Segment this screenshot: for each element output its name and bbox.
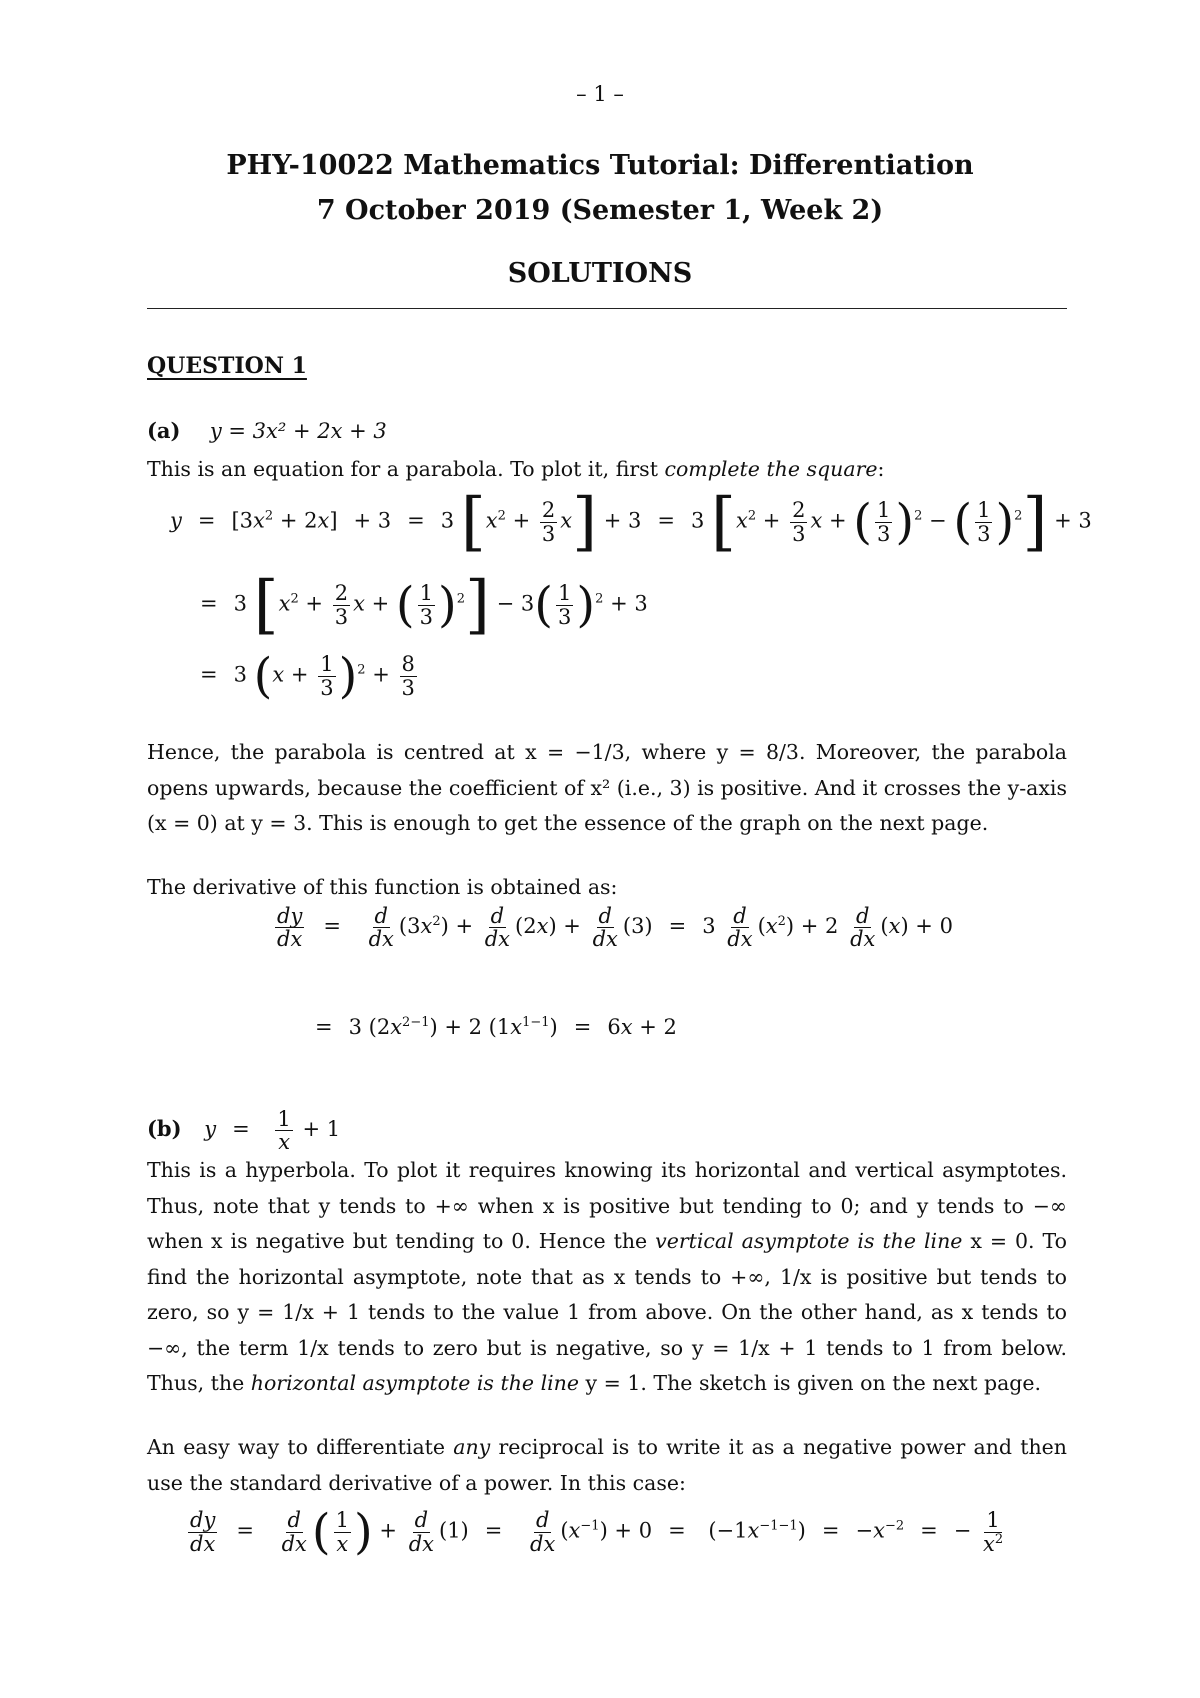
part-a-intro-emph: complete the square [664, 457, 878, 481]
part-b-text-2: x = 0. To find the horizontal asymptote, note that as x tends to +∞, 1/x is positive but tends to zero, so y = 1/x + 1 tends to the value 1 from above. On the other hand, as x tends to −∞, the term 1/x tends to zero but is negative, so y = 1/x + 1 tends to 1 from below. Thus, the [147, 1229, 1067, 1395]
document-date: 7 October 2019 (Semester 1, Week 2) [316, 195, 884, 226]
cts-line-1: $y = [3x^2 + 2x] + 3 = 3$ [$x^2$ + $\frac{2}{3}$ x] + 3 = 3 [$x^2$ + $\frac{2}{3}$ x + ( $\frac{1}{3}$ )$^2$ − ( $\frac{1}{3}$ )$^2$] + 3 [170, 485, 1092, 559]
part-b-reciprocal-emph: any [453, 1435, 491, 1459]
part-a-discussion: Hence, the parabola is centred at x = −1/3, where y = 8/3. Moreover, the parabola opens upwards, because the coefficient of x² (i.e., 3) is positive. And it crosses the y-axis (x = 0) at y = 3. This is enough to get the essence of the graph on the next page. [147, 740, 1067, 835]
part-a-intro [147, 452, 1067, 488]
part-b-text-1: This is a hyperbola. To plot it requires knowing its horizontal and vertical asymptotes. Thus, note that y tends to +∞ when x is positive but tending to 0; and y tends to −∞ when x is negative but tending to 0. Hence the [147, 1158, 1067, 1253]
part-b-text-3: y = 1. The sketch is given on the next page. [585, 1371, 1042, 1395]
part-b-reciprocal-a: An easy way to differentiate [147, 1435, 446, 1459]
header-rule [147, 308, 1067, 309]
cts-line-3: = 3 (x + $\frac{1}{3}$ )$^2$ + $\frac{8}{3}$ [200, 648, 415, 704]
document-title: PHY-10022 Mathematics Tutorial: Differentiation [226, 150, 974, 181]
question-heading: QUESTION 1 [147, 353, 307, 379]
cts-line-2: = 3 [$x^2$ + $\frac{2}{3}$ x + ( $\frac{1}{3}$ )$^2$] − 3( $\frac{1}{3}$ )$^2$ + 3 [200, 568, 648, 642]
part-b-discussion [147, 1153, 1067, 1402]
part-b-equation: (b) y = $\frac{1}{x}$ + 1 [147, 1107, 341, 1155]
part-b-label: (b) [147, 1116, 182, 1142]
deriv-line-1: $\frac{dy}{dx}$ = $\frac{d}{dx}$ $(3x^2)$ + $\frac{d}{dx}$ (2x) + $\frac{d}{dx}$ (3) = 3 $\frac{d}{dx}$ $(x^2) + 2$ $\frac{d}{dx}$ (x) + 0 [277, 904, 953, 952]
deriv-line-2: = 3 $(2x^{2-1}) + 2$ $(1x^{1-1}) = 6x + 2$ [315, 1015, 677, 1039]
part-a-intro-end: : [877, 457, 885, 481]
part-a-derivative-intro: The derivative of this function is obtained as: [147, 875, 618, 899]
part-b-reciprocal-b: reciprocal is to write it as a negative power and then use the standard derivative of a power. In this case: [147, 1435, 1067, 1495]
part-a-equation-text: y = 3x² + 2x + 3 [209, 419, 387, 443]
part-b-derivative: $\frac{dy}{dx}$ = $\frac{d}{dx}$ ( $\frac{1}{x}$ ) + $\frac{d}{dx}$ (1) = $\frac{d}{dx}$ $(x^{-1}) + 0 = (-1x^{-1-1}) = -x^{-2}$ = − $\frac{1}{x^2}$ [190, 1504, 1004, 1560]
part-b-emph-2: horizontal asymptote is the line [250, 1371, 580, 1395]
page-number: – 1 – [576, 82, 624, 106]
document-subtitle: SOLUTIONS [507, 258, 693, 289]
part-a-equation [147, 418, 387, 443]
part-b-reciprocal [147, 1430, 1067, 1501]
part-a-label: (a) [147, 418, 181, 443]
part-a-intro-text: This is an equation for a parabola. To plot it, first [147, 457, 658, 481]
part-b-emph-1: vertical asymptote is the line [655, 1229, 963, 1253]
